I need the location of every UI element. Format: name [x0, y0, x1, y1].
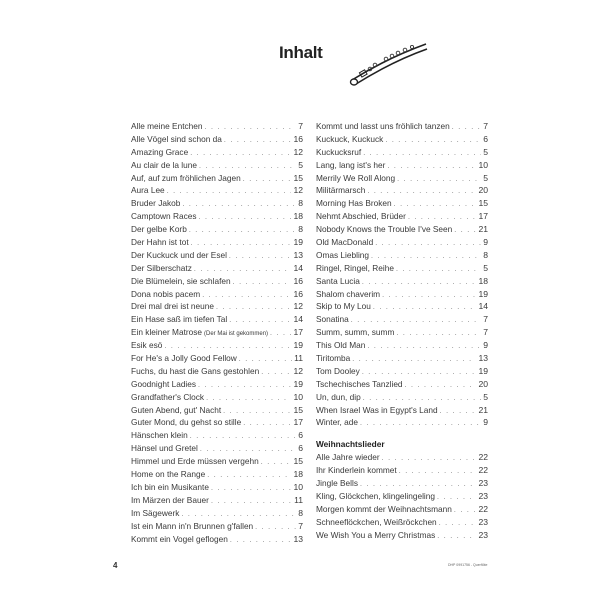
dot-leader [394, 199, 477, 212]
toc-entry-title: Ihr Kinderlein kommet [316, 465, 397, 476]
dot-leader [439, 518, 477, 531]
toc-entry [131, 197, 303, 210]
toc-entry-page: 16 [293, 288, 303, 299]
toc-entry-page: 5 [483, 146, 488, 157]
toc-entry-title: Nehmt Abschied, Brüder [316, 211, 406, 222]
toc-entry-title: Un, dun, dip [316, 391, 361, 402]
toc-entry-page: 5 [298, 159, 303, 170]
dot-leader [352, 354, 476, 367]
toc-entry-page: 6 [483, 133, 488, 144]
dot-leader [397, 174, 481, 187]
dot-leader [385, 135, 481, 148]
toc-entry-title: Alle Jahre wieder [316, 452, 380, 463]
toc-entry-title: When Israel Was in Egypt's Land [316, 404, 438, 415]
toc-entry-page: 14 [478, 301, 488, 312]
toc-entry-title: Bruder Jakob [131, 198, 181, 209]
toc-entry-title: Ich bin ein Musikante [131, 481, 209, 492]
toc-entry [316, 236, 488, 249]
toc-entry-title: Morning Has Broken [316, 198, 392, 209]
toc-entry-title: Sonatina [316, 314, 349, 325]
toc-entry-title: Die Blümelein, sie schlafen [131, 275, 231, 286]
toc-entry-title: Kling, Glöckchen, klingelingeling [316, 491, 435, 502]
toc-entry-page: 8 [298, 198, 303, 209]
toc-entry-page: 18 [478, 275, 488, 286]
toc-entry [131, 481, 303, 494]
toc-entry-page: 19 [478, 288, 488, 299]
page-number: 4 [113, 561, 118, 570]
dot-leader [387, 161, 476, 174]
toc-entry-title: Summ, summ, summ [316, 327, 395, 338]
toc-entry-title: Kommt und lasst uns fröhlich tanzen [316, 121, 450, 131]
toc-entry [316, 477, 488, 490]
dot-leader [396, 264, 481, 277]
toc-entry-page: 8 [298, 507, 303, 518]
toc-entry [131, 133, 303, 146]
dot-leader [211, 496, 292, 509]
toc-entry-title: Schneeflöckchen, Weißröckchen [316, 516, 437, 527]
toc-entry [316, 339, 488, 352]
toc-entry-title: Amazing Grace [131, 146, 189, 157]
toc-entry-page: 21 [478, 404, 488, 415]
toc-entry-title: Omas Liebling [316, 249, 370, 260]
toc-entry-page: 15 [293, 172, 303, 183]
dot-leader [360, 418, 481, 431]
toc-entry [316, 404, 488, 417]
toc-entry [131, 172, 303, 185]
toc-entry-title: Winter, ade [316, 417, 358, 428]
toc-entry [131, 120, 303, 133]
toc-entry-title: Alle meine Entchen [131, 121, 203, 131]
dot-leader [243, 418, 291, 431]
toc-entry [131, 275, 303, 288]
dot-leader [405, 380, 477, 393]
toc-entry [131, 507, 303, 520]
toc-entry-page: 15 [293, 456, 303, 467]
toc-entry-title: Alle Vögel sind schon da [131, 133, 222, 144]
toc-entry-title: Im Märzen der Bauer [131, 494, 209, 505]
toc-entry-title: Drei mal drei ist neune [131, 301, 215, 312]
toc-entry-page: 7 [483, 314, 488, 325]
toc-entry-title: Grandfather's Clock [131, 391, 205, 402]
dot-leader [440, 406, 477, 419]
toc-entry [131, 494, 303, 507]
toc-entry-page: 12 [293, 185, 303, 196]
toc-entry-title: Skip to My Lou [316, 301, 371, 312]
toc-entry [131, 468, 303, 481]
toc-entry-page: 19 [293, 237, 303, 248]
toc-entry-title: For He's a Jolly Good Fellow [131, 353, 237, 364]
dot-leader [382, 290, 476, 303]
toc-entry [316, 184, 488, 197]
toc-entry-page: 23 [478, 478, 488, 489]
toc-entry [316, 288, 488, 301]
toc-entry [316, 503, 488, 516]
toc-entry-page: 16 [293, 275, 303, 286]
toc-entry-page: 6 [298, 430, 303, 441]
toc-entry-title: Tschechisches Tanzlied [316, 378, 403, 389]
toc-entry-title: Old MacDonald [316, 237, 374, 248]
toc-entry [316, 352, 488, 365]
toc-entry-title: Militärmarsch [316, 185, 366, 196]
toc-entry-title: Shalom chaverim [316, 288, 381, 299]
toc-entry-page: 9 [483, 340, 488, 351]
toc-entry-page: 23 [478, 529, 488, 540]
toc-entry-title: Kuckuck, Kuckuck [316, 133, 384, 144]
toc-entry-page: 6 [298, 443, 303, 454]
toc-right-column [316, 120, 488, 542]
dot-leader [189, 225, 296, 238]
toc-entry [131, 442, 303, 455]
dot-leader [396, 328, 481, 341]
toc-entry-page: 5 [483, 391, 488, 402]
toc-entry-page: 13 [293, 249, 303, 260]
toc-entry-page: 10 [293, 481, 303, 492]
toc-entry [316, 210, 488, 223]
dot-leader [224, 135, 292, 148]
dot-leader [207, 470, 291, 483]
toc-entry [316, 133, 488, 146]
toc-entry-page: 16 [293, 133, 303, 144]
toc-entry-page: 11 [294, 353, 303, 364]
toc-entry-title: Der gelbe Korb [131, 224, 187, 235]
toc-entry [316, 365, 488, 378]
toc-entry-title: Kuckucksruf [316, 146, 362, 157]
toc-entry-page: 19 [293, 340, 303, 351]
toc-entry-page: 8 [298, 224, 303, 235]
dot-leader [261, 457, 292, 470]
toc-entry [316, 464, 488, 477]
toc-entry [131, 146, 303, 159]
dot-leader [454, 225, 476, 238]
dot-leader [230, 535, 292, 548]
toc-entry-page: 22 [478, 503, 488, 514]
toc-entry-page: 10 [478, 159, 488, 170]
toc-entry [316, 529, 488, 542]
dot-leader [373, 302, 477, 315]
toc-entry [316, 146, 488, 159]
toc-entry-page: 9 [483, 417, 488, 428]
toc-entry [131, 365, 303, 378]
dot-leader [243, 174, 292, 187]
flute-icon [348, 42, 428, 87]
toc-entry-page: 14 [293, 314, 303, 325]
toc-entry [316, 451, 488, 464]
toc-entry [131, 262, 303, 275]
toc-entry-title: Morgen kommt der Weihnachtsmann [316, 503, 452, 514]
toc-entry [316, 378, 488, 391]
dot-leader [198, 380, 291, 393]
toc-entry-page: 12 [293, 365, 303, 376]
toc-entry-page: 15 [478, 198, 488, 209]
toc-entry-page: 17 [478, 211, 488, 222]
toc-entry-title: Jingle Bells [316, 478, 358, 489]
toc-entry [131, 455, 303, 468]
toc-entry [131, 352, 303, 365]
toc-entry [131, 249, 303, 262]
toc-entry [316, 416, 488, 429]
dot-leader [437, 531, 476, 544]
dot-leader [167, 186, 292, 199]
dot-leader [229, 251, 292, 264]
toc-entry-page: 9 [483, 237, 488, 248]
toc-entry [131, 416, 303, 429]
toc-entry-title: Tom Dooley [316, 365, 360, 376]
toc-entry [316, 516, 488, 529]
toc-entry-page: 5 [483, 262, 488, 273]
toc-entry-page: 18 [293, 211, 303, 222]
toc-entry-title: Ringel, Ringel, Reihe [316, 262, 394, 273]
toc-entry-page: 15 [293, 404, 303, 415]
dot-leader [216, 302, 291, 315]
toc-entry-title: Nobody Knows the Trouble I've Seen [316, 224, 453, 235]
toc-entry [131, 236, 303, 249]
dot-leader [255, 522, 296, 535]
dot-leader [211, 483, 291, 496]
dot-leader [190, 431, 296, 444]
toc-entry-page: 17 [293, 417, 303, 428]
toc-entry-title: Fuchs, du hast die Gans gestohlen [131, 365, 260, 376]
toc-entry [131, 210, 303, 223]
toc-entry [131, 184, 303, 197]
toc-entry-title: Camptown Races [131, 211, 197, 222]
dot-leader [399, 466, 477, 479]
dot-leader [270, 328, 291, 341]
toc-entry-title: This Old Man [316, 340, 366, 351]
toc-entry [316, 313, 488, 326]
toc-entry [131, 313, 303, 326]
toc-entry-title: Ein Hase saß im tiefen Tal [131, 314, 228, 325]
toc-entry [316, 223, 488, 236]
toc-entry-page: 21 [478, 224, 488, 235]
toc-entry-title: Goodnight Ladies [131, 378, 197, 389]
toc-entry [131, 429, 303, 442]
toc-entry-title: Der Hahn ist tot [131, 237, 189, 248]
toc-entry [131, 159, 303, 172]
page-title: Inhalt [279, 43, 323, 62]
toc-entry-page: 23 [478, 516, 488, 527]
toc-entry-page: 22 [478, 465, 488, 476]
toc-entry [316, 249, 488, 262]
toc-entry-title: Ist ein Mann in'n Brunnen g'fallen [131, 520, 254, 531]
toc-entry-page: 7 [298, 520, 303, 531]
toc-entry-title: Esik esö [131, 340, 163, 351]
toc-entry-title: Himmel und Erde müssen vergehn [131, 456, 259, 467]
toc-entry-title: Au clair de la lune [131, 159, 197, 170]
toc-entry [131, 533, 303, 546]
toc-entry-page: 14 [293, 262, 303, 273]
toc-entry-page: 12 [293, 146, 303, 157]
toc-entry [316, 262, 488, 275]
toc-entry-page: 23 [478, 491, 488, 502]
toc-entry [316, 300, 488, 313]
toc-entry-page: 13 [293, 533, 303, 544]
toc-entry-page: 19 [478, 365, 488, 376]
toc-entry-title: Merrily We Roll Along [316, 172, 396, 183]
toc-entry [131, 223, 303, 236]
toc-entry-page: 22 [478, 452, 488, 463]
dot-leader [261, 367, 291, 380]
toc-entry-title: Guten Abend, gut' Nacht [131, 404, 222, 415]
toc-entry-title: Guter Mond, du gehst so stille [131, 417, 242, 428]
toc-entry-page: 11 [294, 494, 303, 505]
toc-entry-page: 17 [293, 327, 303, 338]
toc-entry-page: 5 [483, 172, 488, 183]
toc-entry-title: Ein kleiner Matrose [131, 327, 203, 338]
toc-entry-page: 8 [483, 249, 488, 260]
toc-entry-page: 13 [478, 353, 488, 364]
toc-entry-title: Lang, lang ist's her [316, 159, 386, 170]
toc-entry-title: Tiritomba [316, 353, 351, 364]
dot-leader [190, 148, 291, 161]
toc-entry-page: 20 [478, 185, 488, 196]
toc-entry-page: 12 [293, 301, 303, 312]
toc-entry-page: 18 [293, 469, 303, 480]
toc-entry [131, 288, 303, 301]
toc-entry-page: 7 [298, 121, 303, 131]
toc-entry [316, 490, 488, 503]
toc-entry-title: Im Sägewerk [131, 507, 180, 518]
toc-left-column [131, 120, 303, 545]
toc-entry [131, 300, 303, 313]
toc-entry-page: 7 [483, 121, 488, 131]
toc-entry [131, 404, 303, 417]
toc-entry-title: Der Kuckuck und der Esel [131, 249, 227, 260]
toc-entry-page: 20 [478, 378, 488, 389]
section-heading-christmas: Weihnachtslieder [316, 439, 385, 450]
toc-entry-title: Kommt ein Vogel geflogen [131, 533, 228, 544]
toc-entry-title: Dona nobis pacem [131, 288, 201, 299]
dot-leader [182, 199, 296, 212]
toc-entry-page: 19 [293, 378, 303, 389]
toc-entry-title: Home on the Range [131, 469, 206, 480]
dot-leader [452, 122, 481, 135]
toc-entry [131, 378, 303, 391]
toc-entry-title: Santa Lucia [316, 275, 360, 286]
toc-entry [316, 275, 488, 288]
toc-entry-title: Hänsel und Gretel [131, 443, 198, 454]
dot-leader [202, 290, 291, 303]
dot-leader [454, 505, 477, 518]
dot-leader [233, 277, 292, 290]
toc-entry [131, 326, 303, 339]
toc-entry [316, 159, 488, 172]
toc-entry-title: Auf, auf zum fröhlichen Jagen [131, 172, 241, 183]
toc-entry [131, 520, 303, 533]
toc-entry [131, 391, 303, 404]
toc-entry-title: We Wish You a Merry Christmas [316, 529, 436, 540]
toc-entry-subtitle: (Der Mai ist gekommen) [204, 331, 269, 338]
toc-entry [316, 326, 488, 339]
toc-entry-page: 10 [293, 391, 303, 402]
toc-entry [316, 197, 488, 210]
toc-entry [316, 391, 488, 404]
toc-entry [316, 120, 488, 133]
dot-leader [198, 212, 291, 225]
toc-entry [316, 172, 488, 185]
toc-entry [131, 339, 303, 352]
toc-entry-title: Aura Lee [131, 185, 165, 196]
toc-entry-title: Der Silberschatz [131, 262, 192, 273]
dot-leader [375, 238, 481, 251]
publisher-code: DHP 0991756 - Querflöte [448, 563, 488, 567]
dot-leader [229, 315, 291, 328]
dot-leader [367, 341, 481, 354]
toc-entry-page: 7 [483, 327, 488, 338]
toc-entry-title: Hänschen klein [131, 430, 188, 441]
